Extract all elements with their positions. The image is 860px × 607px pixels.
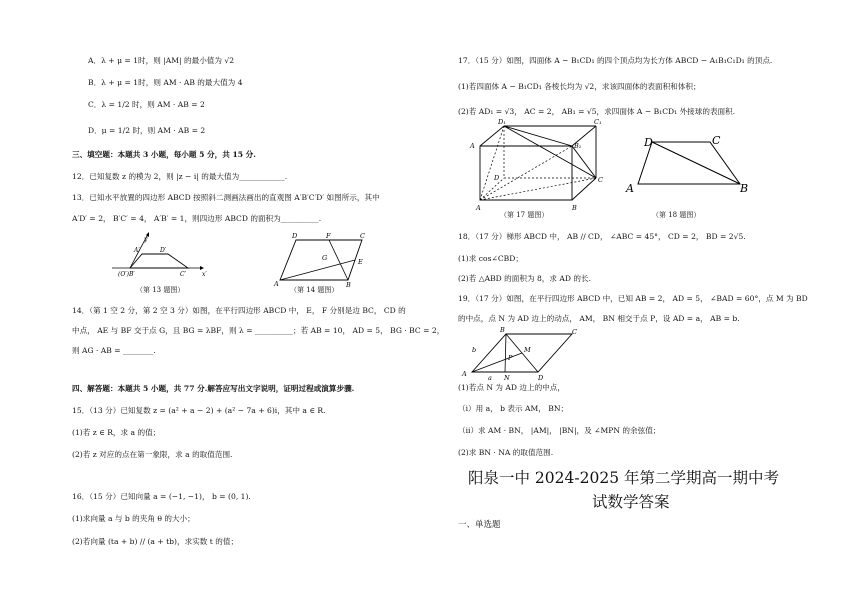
option-c: C．λ = 1/2 时，则 AM · AB = 2: [88, 100, 205, 109]
question-12: 12．已知复数 z 的模为 2，则 |z − i| 的最大值为____________.: [72, 172, 288, 181]
fig19-label-p: P: [508, 354, 513, 362]
question-17-line3: (2)若 AD₁ = √3， AC = 2， AB₁ = √5，求四面体 A − B₁CD₁ 外接球的表面积.: [458, 107, 736, 116]
fig19-label-c: C: [572, 328, 577, 336]
question-18-line3: (2)若 △ABD 的面积为 8，求 AD 的长.: [458, 274, 591, 283]
fig14-label-d: D: [292, 232, 298, 240]
question-15-line2: (1)若 z ∈ R，求 a 的值；: [72, 428, 161, 437]
answer-title-line1: 阳泉一中 2024-2025 年第二学期高一期中考: [468, 469, 779, 487]
fig17-label-b: B: [572, 204, 577, 212]
fig17-label-b1: B₁: [574, 142, 582, 150]
question-19-line1: 19．（17 分）如图，在平行四边形 ABCD 中，已知 AB = 2， AD = 5， ∠BAD = 60°，点 M 为 BD: [458, 294, 808, 303]
question-18-line2: (1)求 cos∠CBD；: [458, 254, 523, 263]
option-a: A．λ + μ = 1时，则 |AM| 的最小值为 √2: [88, 56, 235, 65]
fig14-label-e: E: [358, 258, 363, 266]
answer-section-heading: 一、单选题: [458, 520, 501, 530]
fig13-label-d: D′: [160, 247, 167, 254]
fig13-label-x: x′: [202, 271, 207, 278]
right-column: [430, 0, 860, 607]
question-19-line5: （ii）求 AM · BN， |AM|， |BN|，及 ∠MPN 的余弦值；: [458, 426, 661, 435]
question-19-line2: 的中点，点 N 为 AD 边上的动点， AM， BN 相交于点 P，设 AD = a， AB = b.: [458, 314, 740, 323]
fig18-label-b: B: [740, 182, 749, 195]
fig13-label-c: C′: [180, 271, 186, 278]
question-15-line1: 15．（13 分）已知复数 z = (a² + a − 2) + (a² − 7a + 6)i，其中 a ∈ R.: [72, 406, 326, 415]
fig14-label-a: A: [274, 280, 279, 288]
fig14-label-g: G: [322, 254, 328, 262]
figure-19-diagram: [462, 326, 578, 382]
question-13-line2: A′D′ = 2， B′C′ = 4， A′B′ = 1，则四边形 ABCD 的面积为__________.: [72, 214, 322, 223]
fig19-label-a: A: [462, 370, 467, 378]
fig19-label-vec-a: a: [488, 374, 492, 382]
fig17-label-c: C: [598, 176, 603, 184]
question-16-line1: 16．（15 分）已知向量 a = (−1, −1)， b = (0, 1).: [72, 492, 251, 501]
option-b: B．λ + μ = 1时，则 AM · AB 的最大值为 4: [88, 78, 243, 87]
section-4-title: 四、解答题：本题共 5 小题，共 77 分.解答应写出文字说明，证明过程或演算步骤.: [72, 384, 355, 393]
fig13-label-a: A′: [134, 247, 140, 254]
fig13-label-y: y′: [144, 236, 149, 243]
fig19-label-vec-b: b: [472, 346, 477, 354]
figure-13-diagram: [110, 232, 220, 282]
figure-18-diagram: [626, 134, 750, 195]
fig14-label-c: C: [360, 232, 365, 240]
question-14-line2: 中点， AE 与 BF 交于点 G，且 BG = λBF，则 λ = __________；若 AB = 10， AD = 5， BG · BC = 2，: [72, 326, 445, 335]
question-19-line6: (2)求 BN · NA 的取值范围.: [458, 448, 554, 457]
figure-14-caption: （第 14 题图）: [290, 286, 339, 294]
fig17-label-d: D: [494, 174, 500, 182]
fig18-label-a: A: [626, 182, 634, 195]
question-18-line1: 18．（17 分）梯形 ABCD 中， AB // CD， ∠ABC = 45°， CD = 2， BD = 2√5.: [458, 232, 746, 241]
fig17-label-d1: D₁: [498, 118, 506, 126]
fig18-label-c: C: [712, 134, 721, 147]
fig17-label-a: A: [476, 204, 481, 212]
question-17-line1: 17．（15 分）如图，四面体 A − B₁CD₁ 的四个顶点均为长方体 ABCD − A₁B₁C₁D₁ 的顶点.: [458, 56, 773, 65]
figure-17-caption: （第 17 题图）: [500, 211, 549, 219]
fig19-label-m: M: [524, 346, 531, 354]
question-19-line4: （i）用 a， b 表示 AM， BN；: [458, 404, 569, 413]
question-13-line1: 13．已知水平放置的四边形 ABCD 按照斜二测画法画出的直观图 A′B′C′D′ 如图所示，其中: [72, 193, 380, 202]
fig14-label-b: B: [346, 281, 351, 289]
fig19-label-n: N: [504, 374, 510, 382]
fig19-label-b: B: [500, 326, 505, 334]
question-14-line3: 则 AG · AB = ________.: [72, 346, 156, 355]
question-16-line3: (2)若向量 (ta + b) // (a + tb)，求实数 t 的值；: [72, 537, 239, 546]
section-3-title: 三、填空题：本题共 3 小题，每小题 5 分，共 15 分.: [72, 150, 256, 159]
option-d: D．μ = 1/2 时，则 AM · AB = 2: [88, 126, 206, 135]
question-17-line2: (1)若四面体 A − B₁CD₁ 各棱长均为 √2，求该四面体的表面积和体积；: [458, 82, 701, 91]
figure-13-caption: （第 13 题图）: [136, 286, 185, 294]
figure-17-diagram: [468, 118, 603, 212]
fig17-label-c1: C₁: [594, 118, 602, 126]
question-16-line2: (1)求向量 a 与 b 的夹角 θ 的大小；: [72, 514, 195, 523]
fig18-label-d: D: [644, 136, 653, 149]
answer-title-line2: 试数学答案: [592, 493, 670, 511]
question-15-line3: (2)若 z 对应的点在第一象限，求 a 的取值范围.: [72, 450, 233, 459]
fig17-label-a1: A: [470, 142, 475, 150]
figure-18-caption: （第 18 题图）: [652, 211, 701, 219]
fig14-label-f: F: [326, 232, 331, 240]
question-14-line1: 14．（第 1 空 2 分，第 2 空 3 分）如图，在平行四边形 ABCD 中， E， F 分别是边 BC， CD 的: [72, 306, 406, 315]
question-19-line3: (1)若点 N 为 AD 边上的中点，: [458, 383, 565, 392]
fig13-label-ob: (O′)B′: [118, 271, 135, 278]
figure-14-diagram: [272, 232, 372, 289]
fig19-label-d: D: [538, 374, 544, 382]
